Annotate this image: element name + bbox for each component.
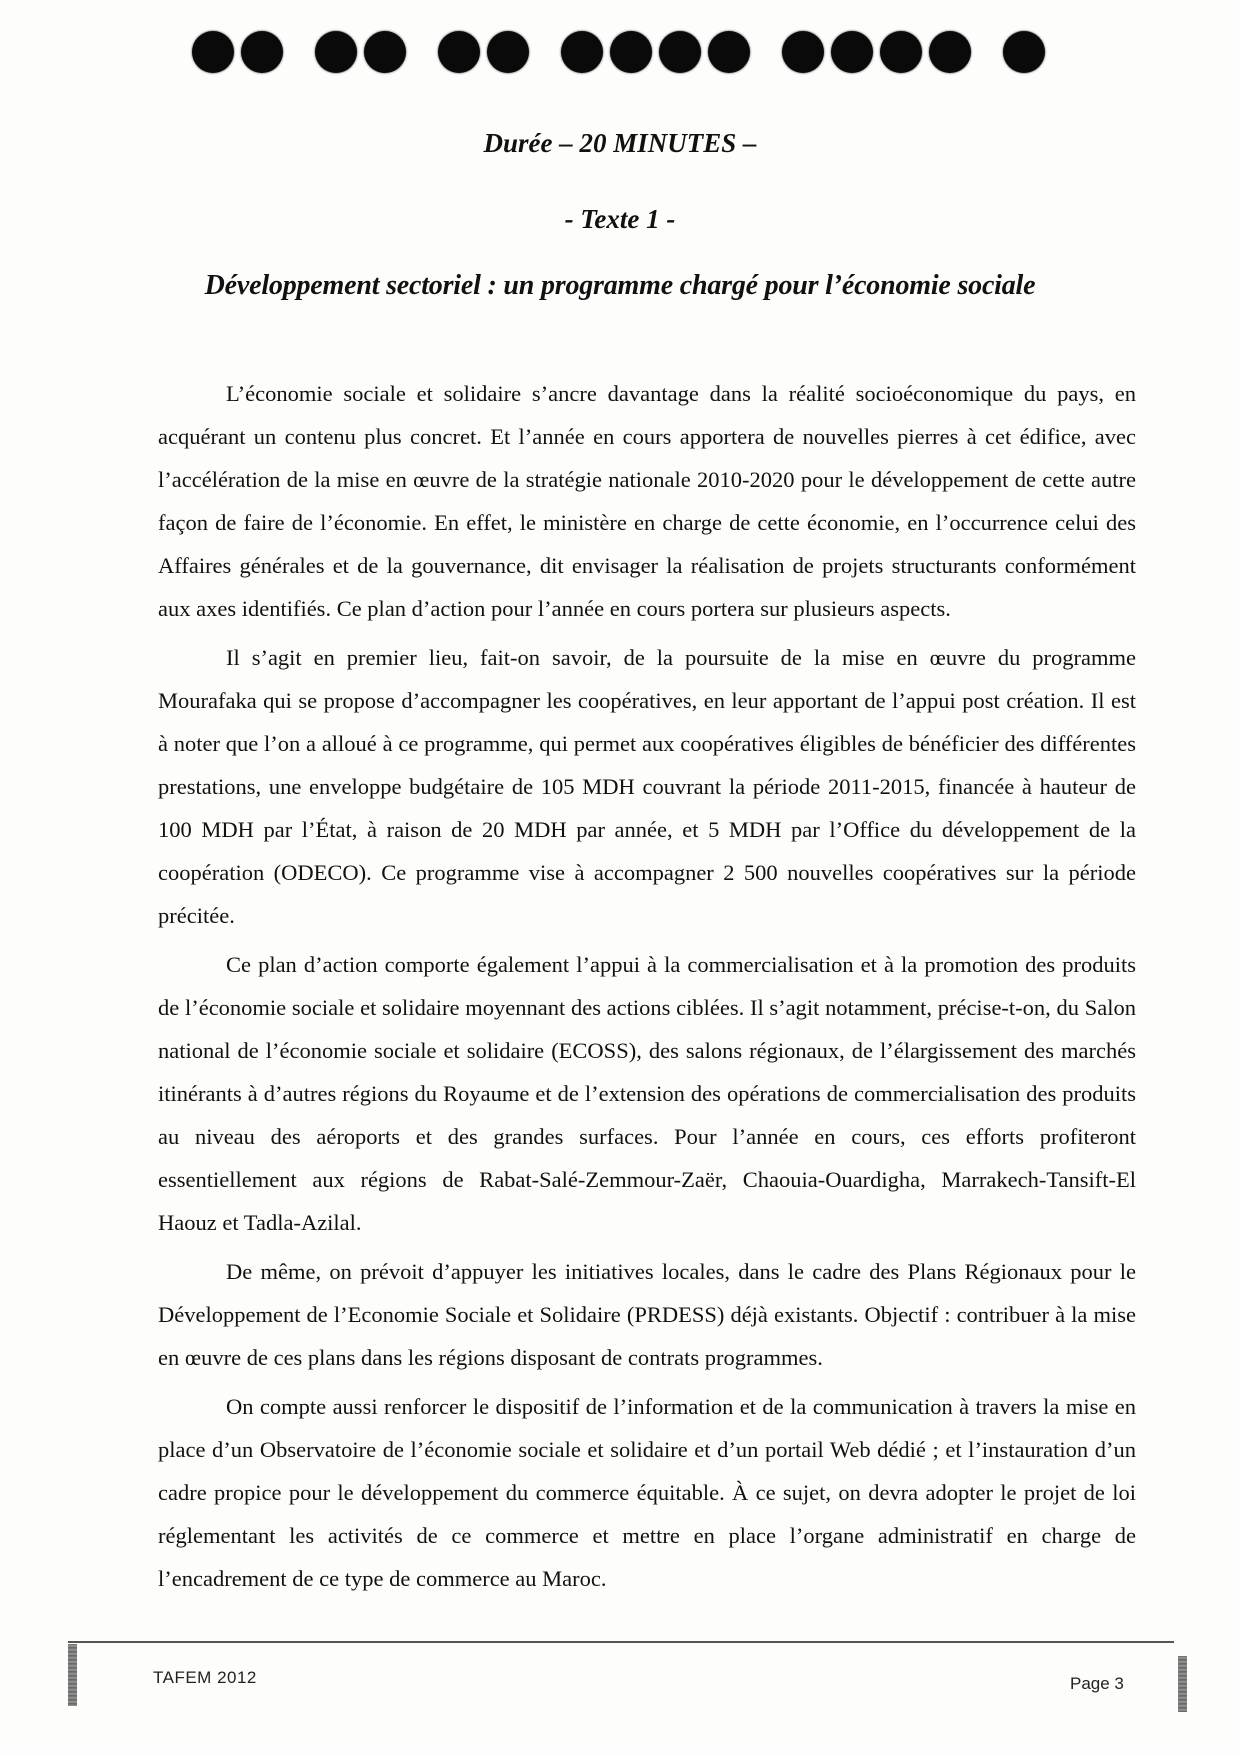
dot-icon — [610, 31, 652, 73]
dot-icon — [831, 31, 873, 73]
article-title: Développement sectoriel : un programme chargé pour l’économie sociale — [204, 270, 1036, 301]
dot-icon — [364, 31, 406, 73]
dot-icon — [438, 31, 480, 73]
paragraph: Il s’agit en premier lieu, fait-on savoir, de la poursuite de la mise en œuvre du programme Mourafaka qui se propose d’accompagner les coopératives, en leur apportant de l’appui post création. Il est à noter que l’on a alloué à ce programme, qui permet aux coopératives éligibles de bénéficier des différentes prestations, une enveloppe budgétaire de 105 MDH couvrant la période 2011-2015, financée à hauteur de 100 MDH par l’État, à raison de 20 MDH par année, et 5 MDH par l’Office du développement de la coopération (ODECO). Ce programme vise à accompagner 2 500 nouvelles coopératives sur la période précitée. — [158, 645, 1136, 928]
paragraph: On compte aussi renforcer le dispositif de l’information et de la communication à travers la mise en place d’un Observatoire de l’économie sociale et solidaire et d’un portail Web dédié ; et l’instauration d’un cadre propice pour le développement du commerce équitable. À ce sujet, on devra adopter le projet de loi réglementant les activités de ce commerce et mettre en place l’organe administratif en charge de l’encadrement de ce type de commerce au Maroc. — [158, 1394, 1136, 1591]
footer-divider — [68, 1641, 1174, 1643]
dot-group — [192, 31, 283, 73]
dot-icon — [315, 31, 357, 73]
dot-icon — [192, 31, 234, 73]
dot-group — [782, 31, 971, 73]
dot-icon — [659, 31, 701, 73]
decorative-dot-row — [192, 24, 1045, 80]
footer-exam-label: TAFEM 2012 — [153, 1668, 257, 1687]
dot-icon — [782, 31, 824, 73]
scan-edge-mark — [1178, 1656, 1187, 1712]
dot-icon — [487, 31, 529, 73]
dot-icon — [241, 31, 283, 73]
paragraph: De même, on prévoit d’appuyer les initiatives locales, dans le cadre des Plans Régionaux pour le Développement de l’Economie Sociale et Solidaire (PRDESS) déjà existants. Objectif : contribuer à la mise en œuvre de ces plans dans les régions disposant de contrats programmes. — [158, 1259, 1136, 1370]
scan-edge-mark — [68, 1644, 77, 1706]
dot-icon — [561, 31, 603, 73]
dot-icon — [880, 31, 922, 73]
dot-group — [438, 31, 529, 73]
paragraph: Ce plan d’action comporte également l’appui à la commercialisation et à la promotion des produits de l’économie sociale et solidaire moyennant des actions ciblées. Il s’agit notamment, précise-t-on, du Salon national de l’économie sociale et solidaire (ECOSS), des salons régionaux, de l’élargissement des marchés itinérants à d’autres régions du Royaume et de l’extension des opérations de commercialisation des produits au niveau des aéroports et des grandes surfaces. Pour l’année en cours, ces efforts profiteront essentiellement aux régions de Rabat-Salé-Zemmour-Zaër, Chaouia-Ouardigha, Marrakech-Tansift-El Haouz et Tadla-Azilal. — [158, 952, 1136, 1235]
exam-duration: Durée – 20 MINUTES – — [483, 128, 757, 158]
article-body — [158, 372, 1136, 1600]
text-number: - Texte 1 - — [564, 204, 676, 234]
dot-group — [315, 31, 406, 73]
dot-group — [561, 31, 750, 73]
dot-icon — [929, 31, 971, 73]
dot-group — [1003, 31, 1045, 73]
dot-icon — [708, 31, 750, 73]
paragraph: L’économie sociale et solidaire s’ancre davantage dans la réalité socioéconomique du pays, en acquérant un contenu plus concret. Et l’année en cours apportera de nouvelles pierres à cet édifice, avec l’accélération de la mise en œuvre de la stratégie nationale 2010-2020 pour le développement de cette autre façon de faire de l’économie. En effet, le ministère en charge de cette économie, en l’occurrence celui des Affaires générales et de la gouvernance, dit envisager la réalisation de projets structurants conformément aux axes identifiés. Ce plan d’action pour l’année en cours portera sur plusieurs aspects. — [158, 381, 1136, 621]
page-number: Page 3 — [1070, 1674, 1124, 1693]
dot-icon — [1003, 31, 1045, 73]
